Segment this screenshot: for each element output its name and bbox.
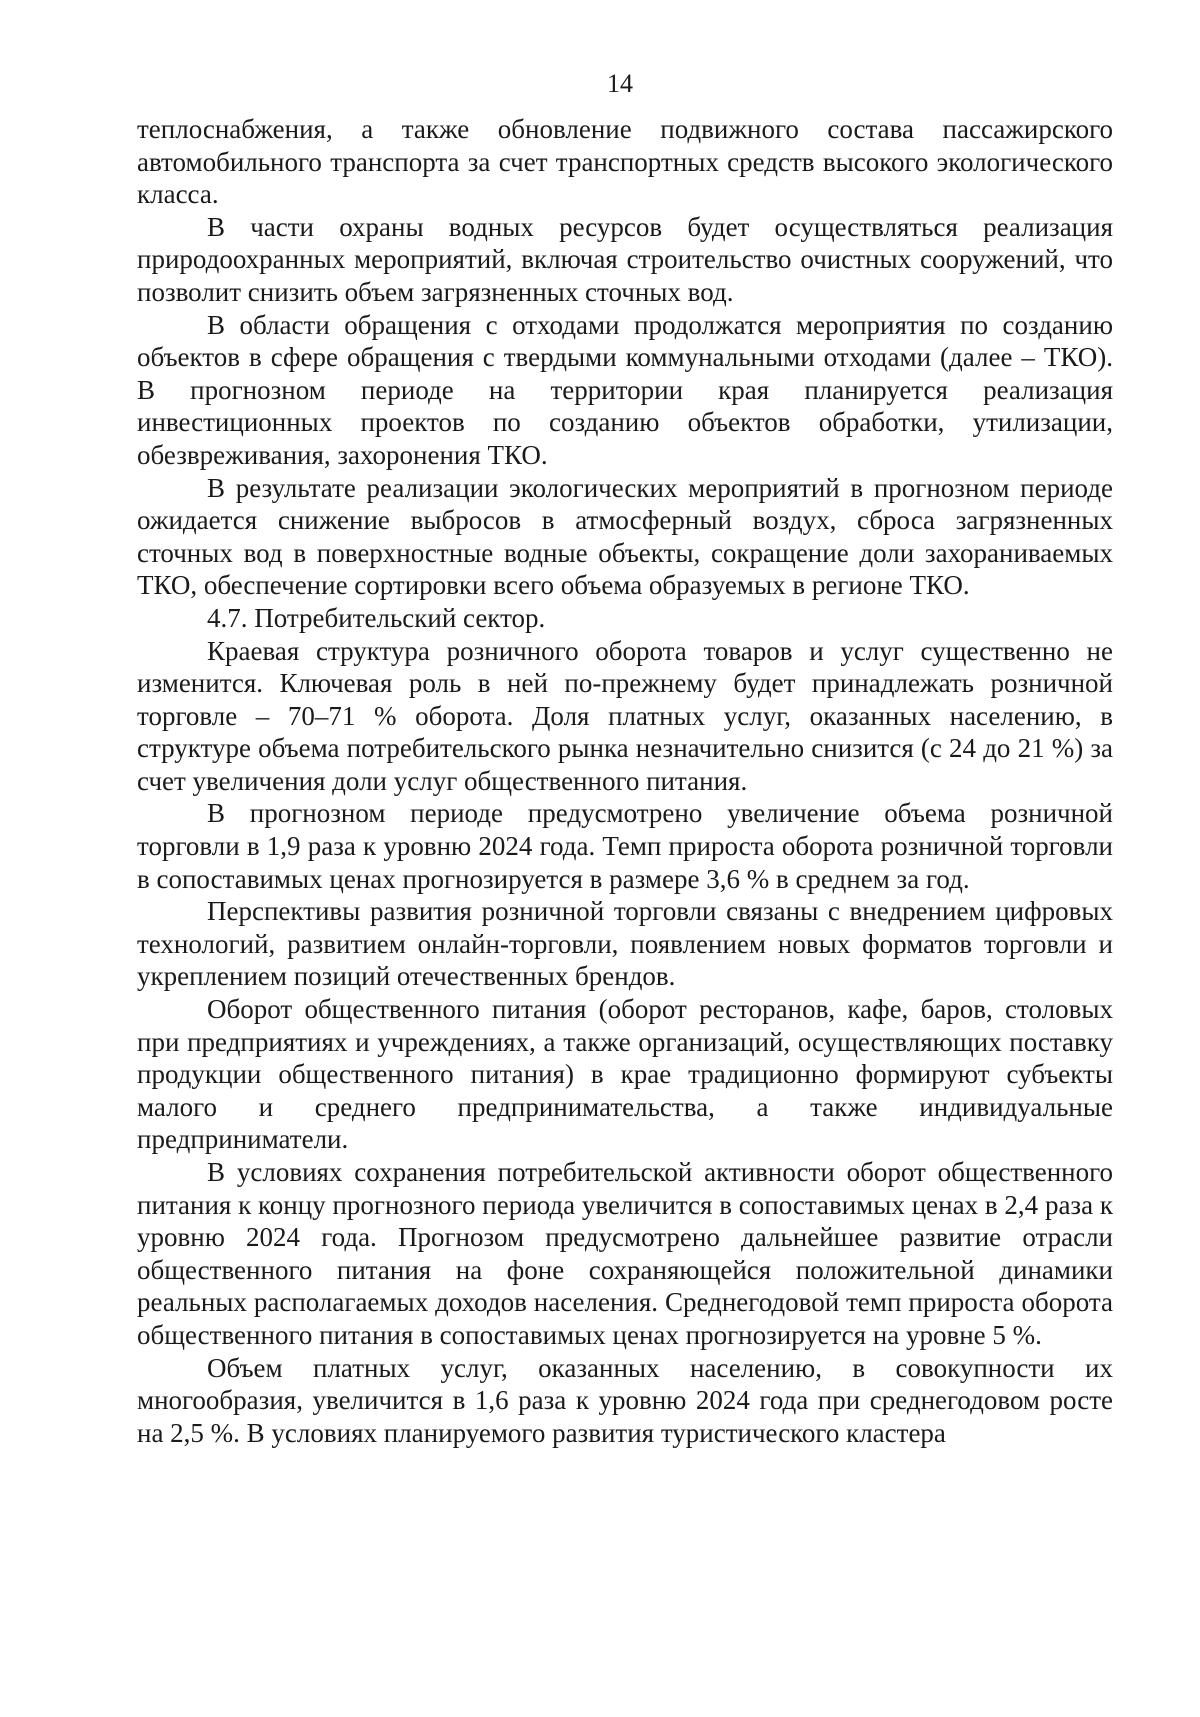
paragraph-retail-forecast: В прогнозном периоде предусмотрено увеличение объема розничной торговли в 1,9 раза к уровню 2024 года. Темп прироста оборота розничной торговли в сопоставимых ценах прогнозируется в размере 3,6 % в среднем за год. [137,798,1113,894]
paragraph-heat-supply-continuation: теплоснабжения, а также обновление подвижного состава пассажирского автомобильного транспорта за счет транспортных средств высокого экологического класса. [137,114,1113,210]
paragraph-waste-management: В области обращения с отходами продолжатся мероприятия по созданию объектов в сфере обращения с твердыми коммунальными отходами (далее – ТКО). В прогнозном периоде на территории края планируется реализация инвестиционных проектов по созданию объектов обработки, утилизации, обезвреживания, захоронения ТКО. [137,309,1113,470]
document-body [137,113,1113,1449]
paragraph-ecology-results: В результате реализации экологических мероприятий в прогнозном периоде ожидается снижение выбросов в атмосферный воздух, сброса загрязненных сточных вод в поверхностные водные объекты, сокращение доли захораниваемых ТКО, обеспечение сортировки всего объема образуемых в регионе ТКО. [137,472,1113,601]
paragraph-paid-services: Объем платных услуг, оказанных населению, в совокупности их многообразия, увеличится в 1,6 раза к уровню 2024 года при среднегодовом росте на 2,5 %. В условиях планируемого развития туристического кластера [137,1352,1113,1448]
section-heading-consumer-sector: 4.7. Потребительский сектор. [207,602,546,633]
paragraph-catering-forecast: В условиях сохранения потребительской активности оборот общественного питания к концу прогнозного периода увеличится в сопоставимых ценах в 2,4 раза к уровню 2024 года. Прогнозом предусмотрено дальнейшее развитие отрасли общественного питания на фоне сохраняющейся положительной динамики реальных располагаемых доходов населения. Среднегодовой темп прироста оборота общественного питания в сопоставимых ценах прогнозируется на уровне 5 %. [137,1157,1113,1350]
paragraph-catering-turnover: Оборот общественного питания (оборот ресторанов, кафе, баров, столовых при предприятиях и учреждениях, а также организаций, осуществляющих поставку продукции общественного питания) в крае традиционно формируют субъекты малого и среднего предпринимательства, а также индивидуальные предприниматели. [137,994,1113,1155]
paragraph-retail-structure: Краевая структура розничного оборота товаров и услуг существенно не изменится. Ключевая роль в ней по-прежнему будет принадлежать розничной торговле – 70–71 % оборота. Доля платных услуг, оказанных населению, в структуре объема потребительского рынка незначительно снизится (с 24 до 21 %) за счет увеличения доли услуг общественного питания. [137,635,1113,796]
paragraph-retail-prospects: Перспективы развития розничной торговли связаны с внедрением цифровых технологий, развитием онлайн-торговли, появлением новых форматов торговли и укреплением позиций отечественных брендов. [137,896,1113,992]
paragraph-water-resources: В части охраны водных ресурсов будет осуществляться реализация природоохранных мероприятий, включая строительство очистных сооружений, что позволит снизить объем загрязненных сточных вод. [137,211,1113,307]
page-number: 14 [607,69,633,98]
